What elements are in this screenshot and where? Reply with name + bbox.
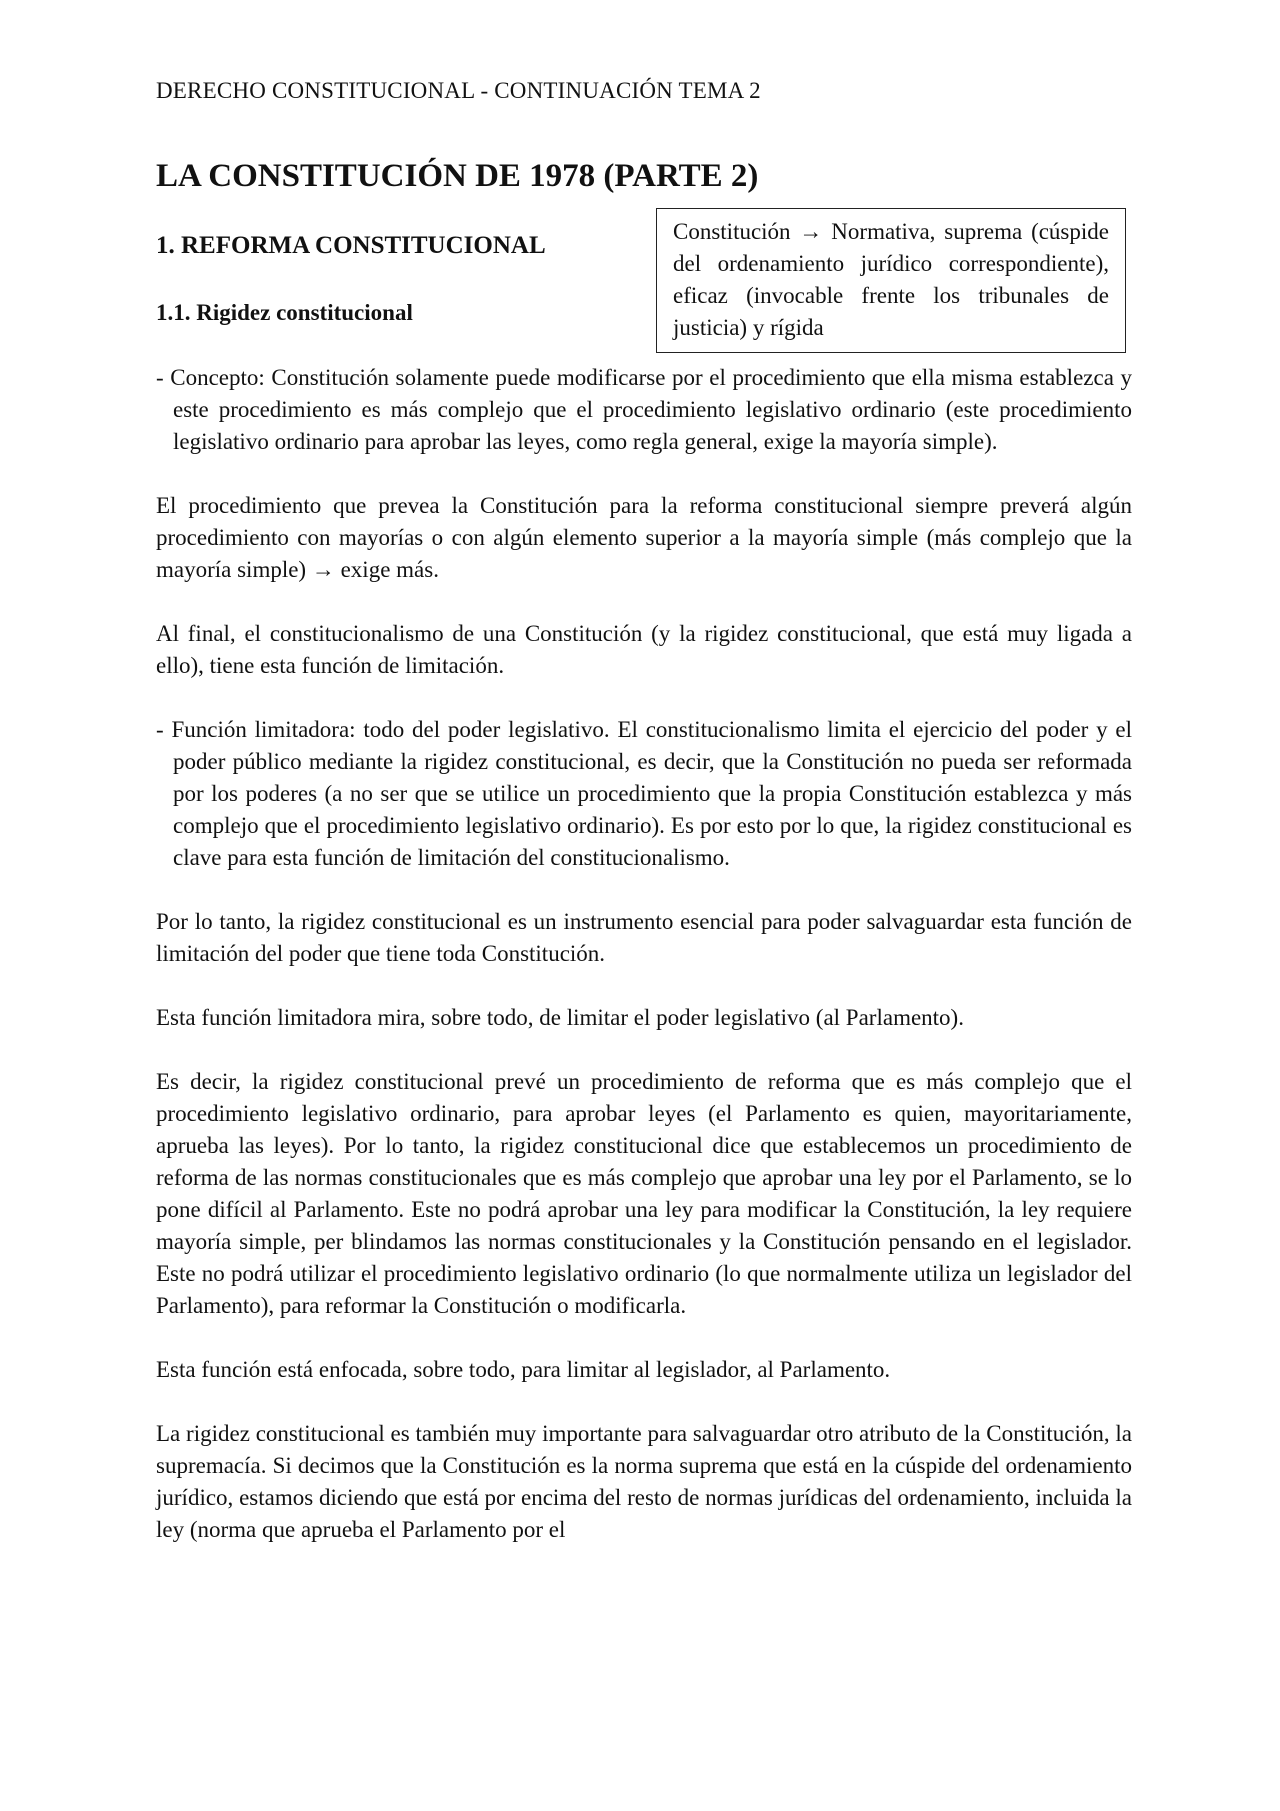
- paragraph: La rigidez constitucional es también muy importante para salvaguardar otro atributo de la Constitución, la supremacía. Si decimos que la Constitución es la norma suprema que está en la cúspide del ordenamiento jurídico, estamos diciendo que está por encima del resto de normas jurídicas del ordenamiento, incluida la ley (norma que aprueba el Parlamento por el: [156, 1421, 1132, 1542]
- running-header: DERECHO CONSTITUCIONAL - CONTINUACIÓN TEMA 2: [156, 78, 761, 103]
- paragraph: Por lo tanto, la rigidez constitucional es un instrumento esencial para poder salvaguardar esta función de limitación del poder que tiene toda Constitución.: [156, 909, 1132, 966]
- section-heading: 1. REFORMA CONSTITUCIONAL: [156, 232, 546, 259]
- paragraph: Esta función está enfocada, sobre todo, para limitar al legislador, al Parlamento.: [156, 1357, 891, 1382]
- paragraph: El procedimiento que prevea la Constitución para la reforma constitucional siempre preverá algún procedimiento con mayorías o con algún elemento superior a la mayoría simple (más complejo que la mayoría simple) → exige más.: [156, 493, 1132, 582]
- paragraph: Al final, el constitucionalismo de una Constitución (y la rigidez constitucional, que está muy ligada a ello), tiene esta función de limitación.: [156, 621, 1132, 678]
- summary-note-box: Constitución → Normativa, suprema (cúspide del ordenamiento jurídico correspondiente), eficaz (invocable frente los tribunales de justicia) y rígida: [656, 208, 1126, 353]
- paragraph: Esta función limitadora mira, sobre todo, de limitar el poder legislativo (al Parlamento).: [156, 1005, 964, 1030]
- body-text: [156, 362, 1132, 1578]
- paragraph-funcion-limitadora: - Función limitadora: todo del poder legislativo. El constitucionalismo limita el ejercicio del poder y el poder público mediante la rigidez constitucional, es decir, que la Constitución no pueda ser reformada por los poderes (a no ser que se utilice un procedimiento que la propia Constitución establezca y más complejo que el procedimiento legislativo ordinario). Es por esto por lo que, la rigidez constitucional es clave para esta función de limitación del constitucionalismo.: [156, 717, 1132, 870]
- subsection-heading: 1.1. Rigidez constitucional: [156, 300, 413, 325]
- paragraph-concepto: - Concepto: Constitución solamente puede modificarse por el procedimiento que ella misma establezca y este procedimiento es más complejo que el procedimiento legislativo ordinario (este procedimiento legislativo ordinario para aprobar las leyes, como regla general, exige la mayoría simple).: [156, 365, 1132, 454]
- paragraph: Es decir, la rigidez constitucional prevé un procedimiento de reforma que es más complejo que el procedimiento legislativo ordinario, para aprobar leyes (el Parlamento es quien, mayoritariamente, aprueba las leyes). Por lo tanto, la rigidez constitucional dice que establecemos un procedimiento de reforma de las normas constitucionales que es más complejo que aprobar una ley por el Parlamento, se lo pone difícil al Parlamento. Este no podrá aprobar una ley para modificar la Constitución, la ley requiere mayoría simple, per blindamos las normas constitucionales y la Constitución pensando en el legislador. Este no podrá utilizar el procedimiento legislativo ordinario (lo que normalmente utiliza un legislador del Parlamento), para reformar la Constitución o modificarla.: [156, 1069, 1132, 1318]
- document-title: LA CONSTITUCIÓN DE 1978 (PARTE 2): [156, 158, 759, 194]
